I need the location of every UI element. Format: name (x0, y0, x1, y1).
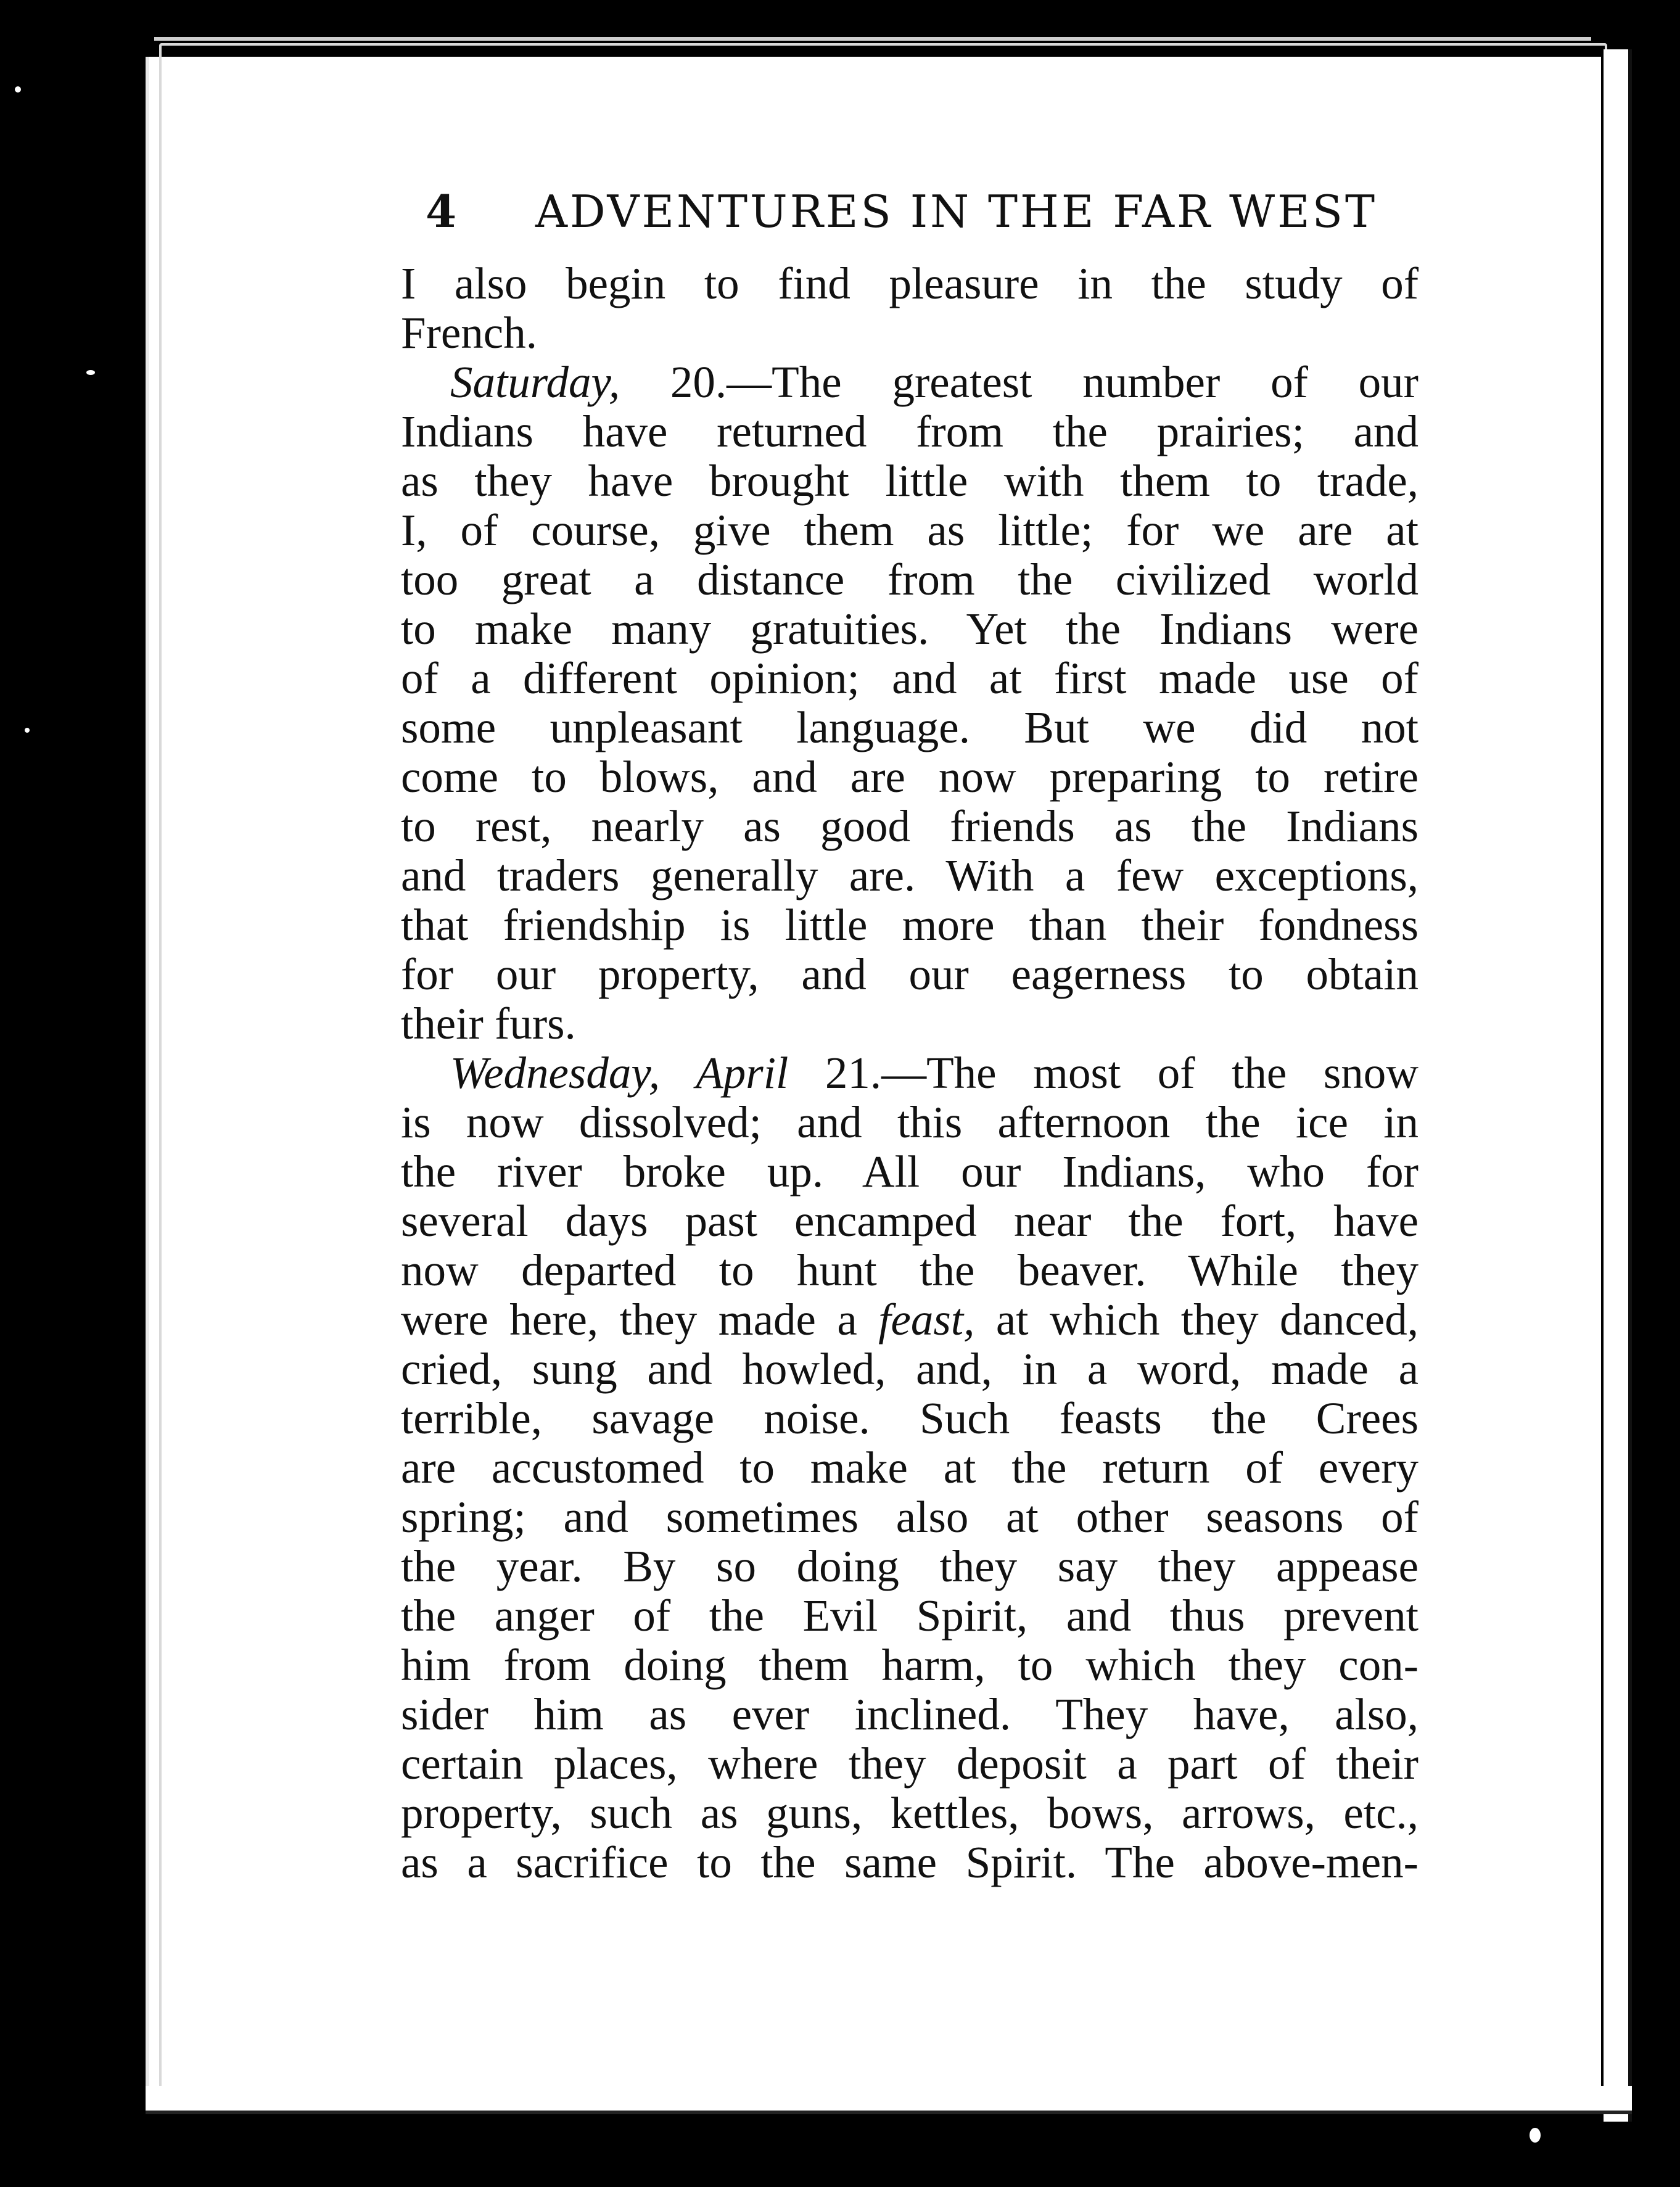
text-line (401, 703, 1419, 752)
page-number: 4 (426, 185, 457, 237)
text-run: property, such as guns, kettles, bows, arrows, etc., (401, 1788, 1419, 1838)
text-run: some unpleasant language. But we did not (401, 702, 1419, 752)
italic-run: Wednesday, April (450, 1048, 789, 1098)
text-line (401, 1443, 1419, 1493)
page-top-edge (154, 37, 1591, 41)
text-run: the river broke up. All our Indians, who for (401, 1147, 1419, 1196)
text-line (401, 506, 1419, 555)
text-line (401, 407, 1419, 456)
text-line (401, 1048, 1419, 1098)
text-run: cried, sung and howled, and, in a word, made a (401, 1344, 1419, 1394)
text-run: 21.—The most of the snow (788, 1048, 1419, 1098)
running-title: ADVENTURES IN THE FAR WEST (535, 186, 1377, 237)
text-run: French. (401, 308, 537, 358)
text-line (401, 802, 1419, 851)
text-line (401, 1394, 1419, 1443)
text-line (401, 1789, 1419, 1838)
text-run: and traders generally are. With a few exceptions, (401, 850, 1419, 900)
page-right-edge (1604, 49, 1632, 2122)
text-line (401, 1098, 1419, 1147)
text-run: as they have brought little with them to trade, (401, 456, 1419, 506)
italic-run: Saturday, (450, 357, 620, 407)
text-line (401, 456, 1419, 506)
text-run: at which they danced, (974, 1295, 1419, 1345)
text-line (401, 259, 1419, 308)
text-line (401, 358, 1419, 407)
text-run: come to blows, and are now preparing to retire (401, 752, 1419, 802)
text-line (401, 1493, 1419, 1542)
text-line (401, 851, 1419, 900)
scan-speck (15, 86, 21, 93)
text-line (401, 1196, 1419, 1246)
text-run: that friendship is little more than their fondness (401, 900, 1419, 950)
text-line (401, 308, 1419, 358)
text-line (401, 1295, 1419, 1345)
text-line (401, 1147, 1419, 1196)
text-run: I also begin to find pleasure in the study of (401, 258, 1419, 308)
text-run: the anger of the Evil Spirit, and thus prevent (401, 1591, 1419, 1641)
text-run: as a sacrifice to the same Spirit. The above-men- (401, 1837, 1419, 1887)
text-line (401, 900, 1419, 950)
text-line (401, 654, 1419, 703)
text-line (401, 1739, 1419, 1789)
page-bottom-edge (146, 2086, 1632, 2114)
text-line (401, 1542, 1419, 1591)
text-run: for our property, and our eagerness to obtain (401, 949, 1419, 999)
binding-shadow (1632, 49, 1680, 2146)
text-run: sider him as ever inclined. They have, also, (401, 1689, 1419, 1739)
text-line (401, 1591, 1419, 1641)
text-line (401, 1838, 1419, 1887)
text-line (401, 950, 1419, 999)
text-run: Indians have returned from the prairies; and (401, 406, 1419, 456)
text-run: of a different opinion; and at first made use of (401, 653, 1419, 703)
text-run: are accustomed to make at the return of every (401, 1443, 1419, 1493)
text-run: terrible, savage noise. Such feasts the Crees (401, 1393, 1419, 1443)
text-run: him from doing them harm, to which they con- (401, 1640, 1419, 1690)
text-run: I, of course, give them as little; for we are at (401, 505, 1419, 555)
text-run: to make many gratuities. Yet the Indians were (401, 604, 1419, 654)
text-line (401, 604, 1419, 654)
text-run: their furs. (401, 999, 576, 1048)
text-run: is now dissolved; and this afternoon the ice in (401, 1097, 1419, 1147)
scan-speck (25, 728, 30, 733)
text-line (401, 999, 1419, 1048)
text-run: 20.—The greatest number of our (620, 357, 1419, 407)
text-line (401, 1641, 1419, 1690)
text-run: the year. By so doing they say they appease (401, 1541, 1419, 1591)
text-run: spring; and sometimes also at other seasons of (401, 1492, 1419, 1542)
text-line (401, 555, 1419, 604)
text-run: to rest, nearly as good friends as the Indians (401, 801, 1419, 851)
text-run: too great a distance from the civilized world (401, 554, 1419, 604)
text-run: several days past encamped near the fort, have (401, 1196, 1419, 1246)
text-line (401, 1345, 1419, 1394)
body-text (401, 259, 1419, 1887)
text-line (401, 1690, 1419, 1739)
text-run: now departed to hunt the beaver. While they (401, 1245, 1419, 1295)
text-line (401, 1246, 1419, 1295)
text-run: certain places, where they deposit a part of their (401, 1739, 1419, 1789)
italic-run: feast, (878, 1295, 975, 1345)
text-run: were here, they made a (401, 1295, 879, 1345)
scan-speck (1530, 2128, 1541, 2143)
text-line (401, 752, 1419, 802)
scan-speck (86, 370, 95, 375)
